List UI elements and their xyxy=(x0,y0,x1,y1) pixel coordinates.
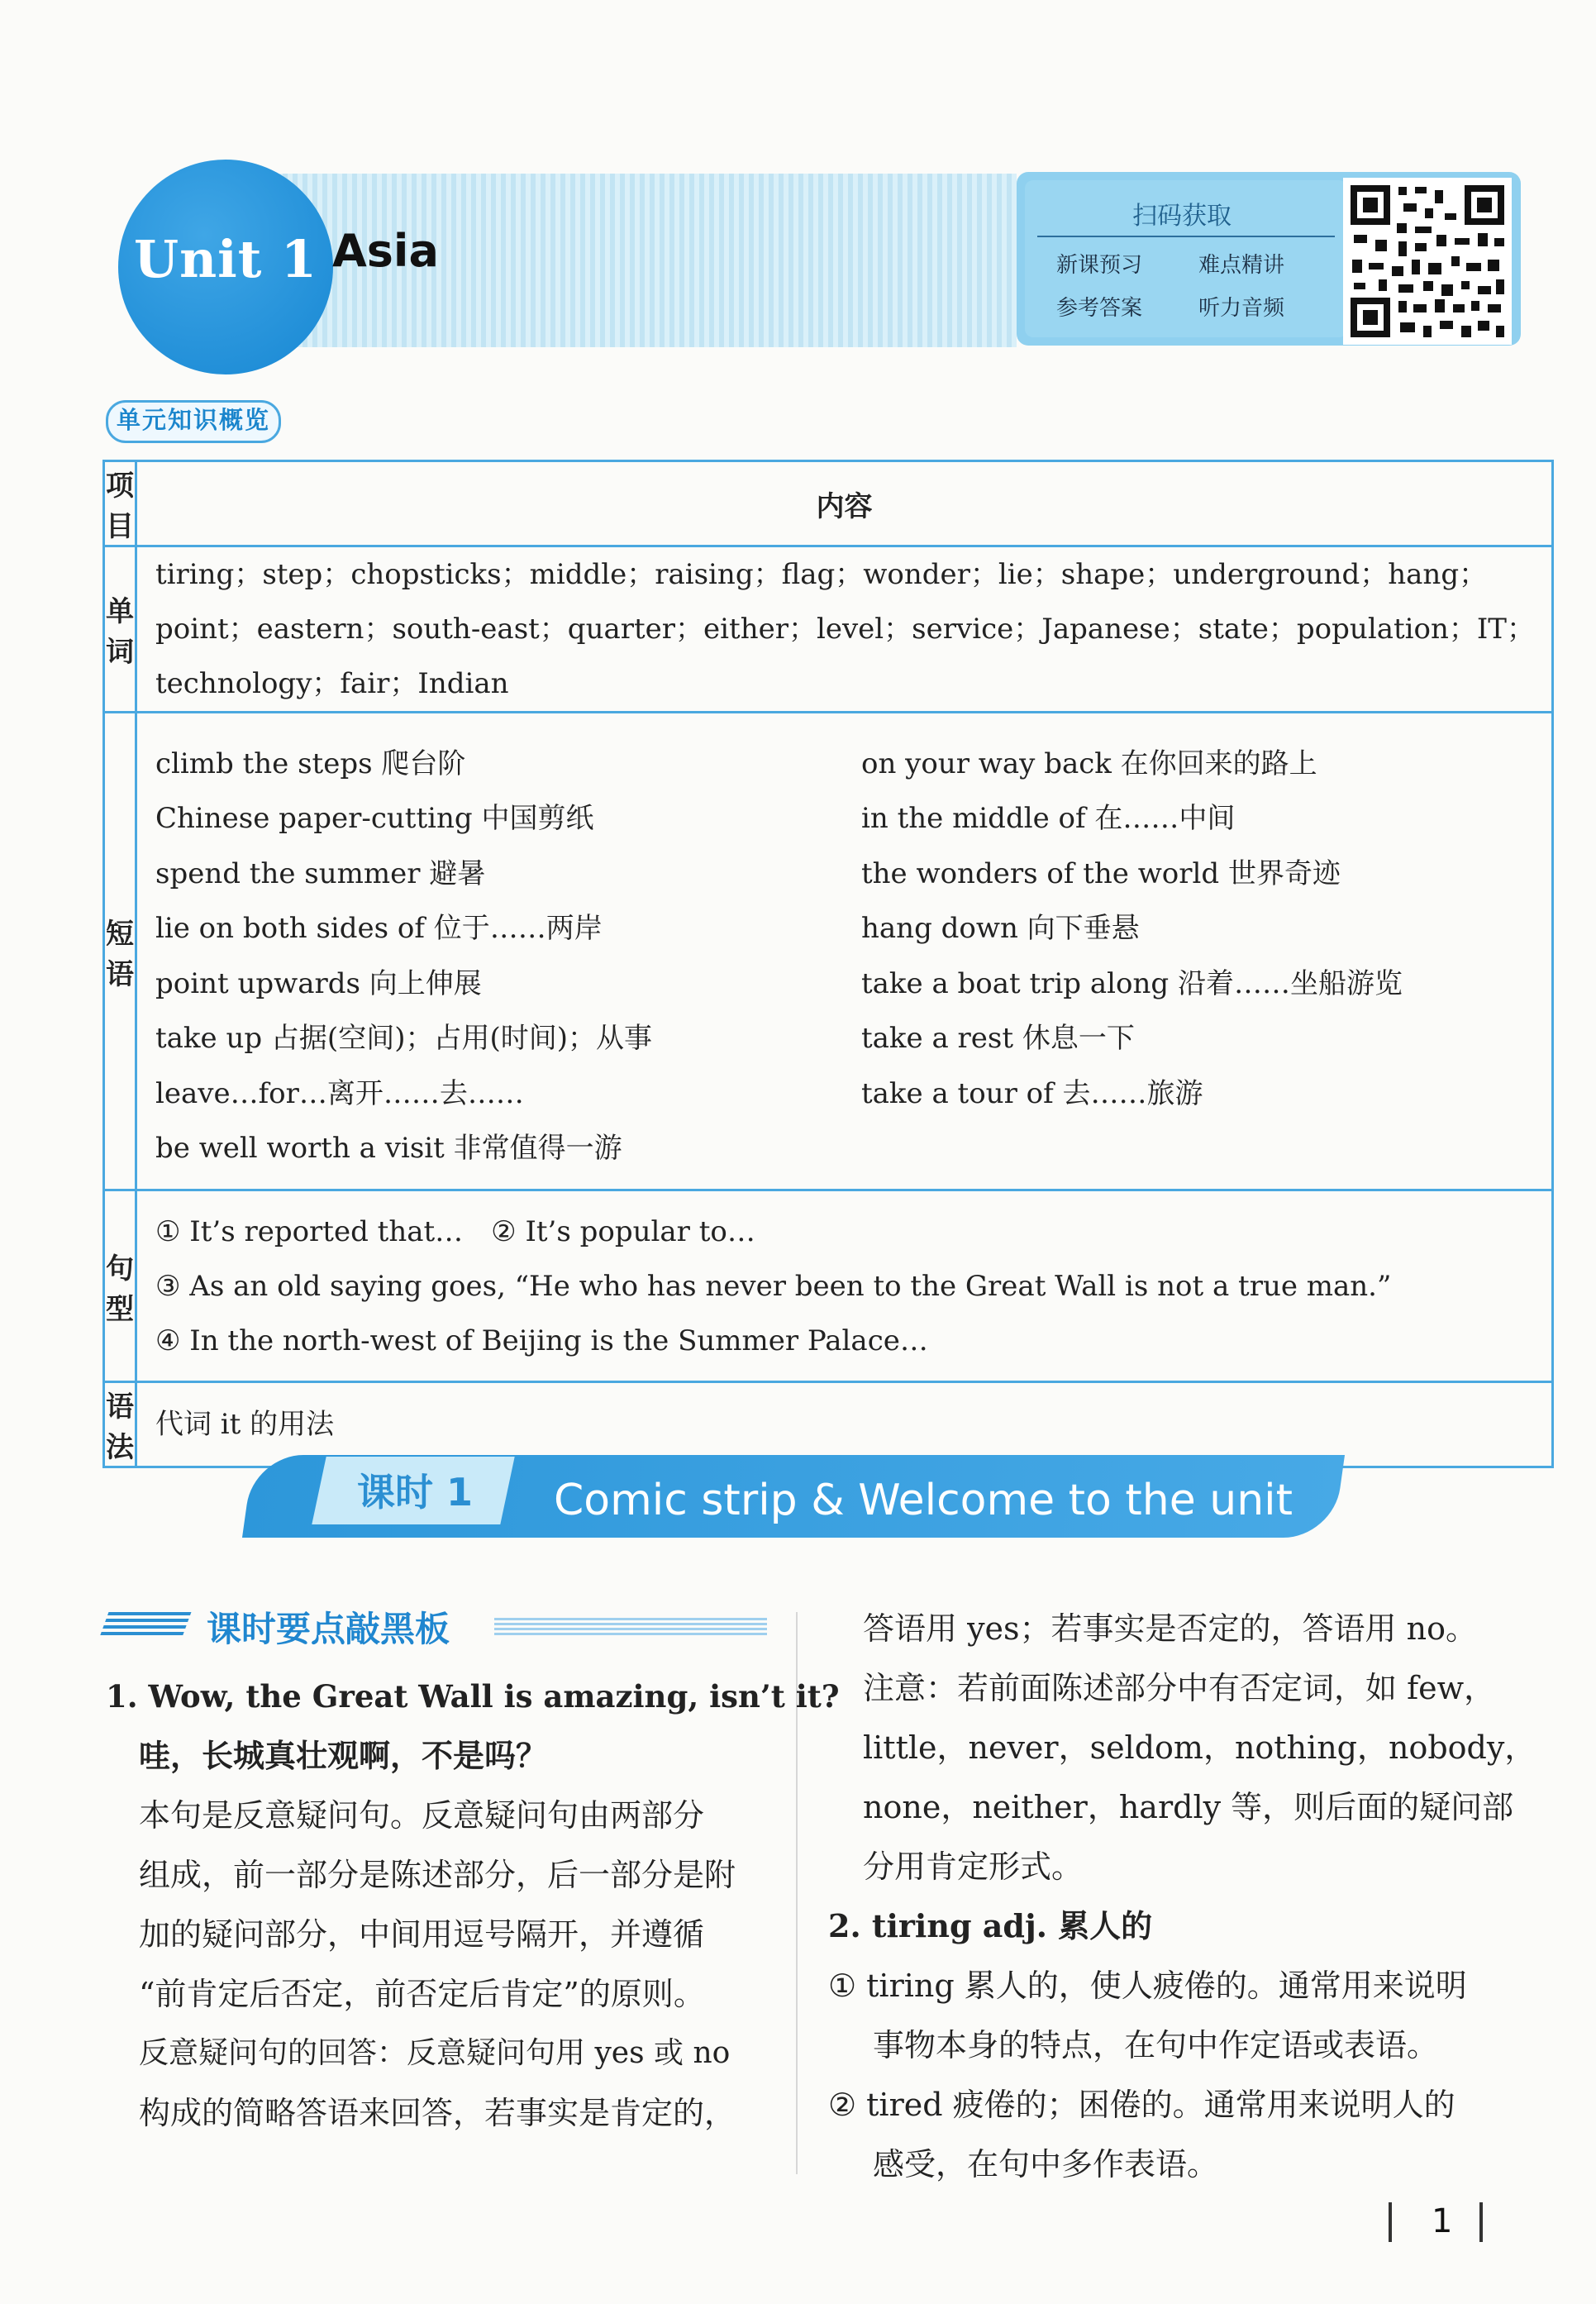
overview-table xyxy=(102,460,1554,1468)
scan-item-difficulties[interactable]: 难点精讲 xyxy=(1198,253,1285,278)
note-translation-1: 哇，长城真壮观啊，不是吗？ xyxy=(139,1737,548,1774)
grammar-content: 代词 it 的用法 xyxy=(136,1382,1553,1467)
phrase-item: point upwards 向上伸展 xyxy=(155,966,482,1000)
phrase-item: take a boat trip along 沿着……坐船游览 xyxy=(861,966,1403,1000)
note-line: little，never，seldom，nothing，nobody， xyxy=(863,1729,1536,1766)
sentence-line: ③ As an old saying goes, “He who has never been to the Great Wall is not a true man.” xyxy=(155,1269,1392,1303)
table-header-row xyxy=(104,461,1553,546)
note-line: 加的疑问部分，中间用逗号隔开，并遵循 xyxy=(139,1916,705,1953)
notes-heading: 课时要点敲黑板 xyxy=(207,1609,450,1649)
table-row-sentences xyxy=(104,1190,1553,1382)
phrase-item: take up 占据(空间)；占用(时间)；从事 xyxy=(155,1022,652,1055)
unit-title: Asia xyxy=(332,225,439,277)
phrases-left-column xyxy=(155,737,652,1176)
sentence-content xyxy=(136,1190,1553,1382)
overview-badge: 单元知识概览 xyxy=(106,400,281,443)
phrase-item: in the middle of 在……中间 xyxy=(861,802,1236,835)
phrase-item: be well worth a visit 非常值得一游 xyxy=(155,1132,622,1165)
phrase-content xyxy=(136,713,1553,1190)
note-line: 组成，前一部分是陈述部分，后一部分是附 xyxy=(139,1857,736,1893)
vocab-line: point；eastern；south-east；quarter；either；level；service；Japanese；state；population；IT； xyxy=(155,613,1535,646)
vocab-content xyxy=(136,546,1553,713)
lesson-number: 课时 1 xyxy=(357,1470,474,1515)
note-line: 感受，在句中多作表语。 xyxy=(873,2146,1219,2182)
col-content-header: 内容 xyxy=(136,461,1553,546)
phrases-right-column xyxy=(861,737,1403,1122)
unit-label: Unit 1 xyxy=(134,229,318,289)
note-line: ② tired 疲倦的；困倦的。通常用来说明人的 xyxy=(828,2087,1455,2123)
scan-item-answers[interactable]: 参考答案 xyxy=(1056,296,1143,321)
note-line: 事物本身的特点，在句中作定语或表语。 xyxy=(873,2027,1439,2063)
sentence-line: ① It’s reported that… ② It’s popular to… xyxy=(155,1214,755,1248)
heading-rule xyxy=(494,1618,767,1636)
vocab-line: tiring；step；chopsticks；middle；raising；flag；wonder；lie；shape；underground；hang； xyxy=(155,558,1488,591)
phrase-item: take a tour of 去……旅游 xyxy=(861,1076,1203,1110)
note-line: 构成的简略答语来回答，若事实是肯定的， xyxy=(139,2095,736,2131)
scan-divider xyxy=(1037,236,1335,237)
note-line: none，neither，hardly 等，则后面的疑问部 xyxy=(863,1789,1514,1825)
note-question-2: 2. tiring adj. 累人的 xyxy=(828,1907,1153,1944)
phrase-item: Chinese paper-cutting 中国剪纸 xyxy=(155,802,594,835)
vocab-line: technology；fair；Indian xyxy=(155,667,509,700)
table-row-phrases xyxy=(104,713,1553,1190)
phrase-item: lie on both sides of 位于……两岸 xyxy=(155,912,603,945)
vocab-label: 单词 xyxy=(104,546,136,713)
note-line: 答语用 yes；若事实是否定的，答语用 no。 xyxy=(863,1610,1477,1647)
note-line: 分用肯定形式。 xyxy=(863,1848,1084,1885)
qr-code-icon[interactable] xyxy=(1343,178,1512,345)
phrase-label: 短语 xyxy=(104,713,136,1190)
page-number: 1 xyxy=(1432,2202,1453,2240)
phrase-item: the wonders of the world 世界奇迹 xyxy=(861,856,1341,890)
phrase-item: hang down 向下垂悬 xyxy=(861,912,1140,945)
note-question-1: 1. Wow, the Great Wall is amazing, isn’t it? xyxy=(106,1678,840,1715)
heading-stripes-icon xyxy=(100,1612,192,1637)
sentence-line: ④ In the north-west of Beijing is the Summer Palace… xyxy=(155,1324,928,1357)
page-number-bar-right xyxy=(1479,2202,1483,2242)
table-row-vocab xyxy=(104,546,1553,713)
phrase-item: leave…for…离开……去…… xyxy=(155,1076,524,1110)
phrase-item: take a rest 休息一下 xyxy=(861,1022,1135,1055)
lesson-title: Comic strip & Welcome to the unit xyxy=(554,1476,1293,1525)
note-line: “前肯定后否定，前否定后肯定”的原则。 xyxy=(139,1976,705,2012)
scan-item-audio[interactable]: 听力音频 xyxy=(1198,296,1285,321)
sentence-label: 句型 xyxy=(104,1190,136,1382)
note-line: ① tiring 累人的，使人疲倦的。通常用来说明 xyxy=(828,1968,1467,2004)
page-number-bar-left xyxy=(1389,2202,1392,2242)
phrase-item: climb the steps 爬台阶 xyxy=(155,747,466,780)
scan-item-preview[interactable]: 新课预习 xyxy=(1056,253,1143,278)
phrase-item: spend the summer 避暑 xyxy=(155,856,486,890)
note-line: 注意：若前面陈述部分中有否定词，如 few， xyxy=(863,1670,1496,1706)
phrase-item: on your way back 在你回来的路上 xyxy=(861,747,1317,780)
scan-title: 扫码获取 xyxy=(1132,202,1232,231)
grammar-label: 语法 xyxy=(104,1382,136,1467)
note-line: 反意疑问句的回答：反意疑问句用 yes 或 no xyxy=(139,2036,731,2070)
col-item-header: 项目 xyxy=(104,461,136,546)
note-line: 本句是反意疑问句。反意疑问句由两部分 xyxy=(139,1797,705,1834)
